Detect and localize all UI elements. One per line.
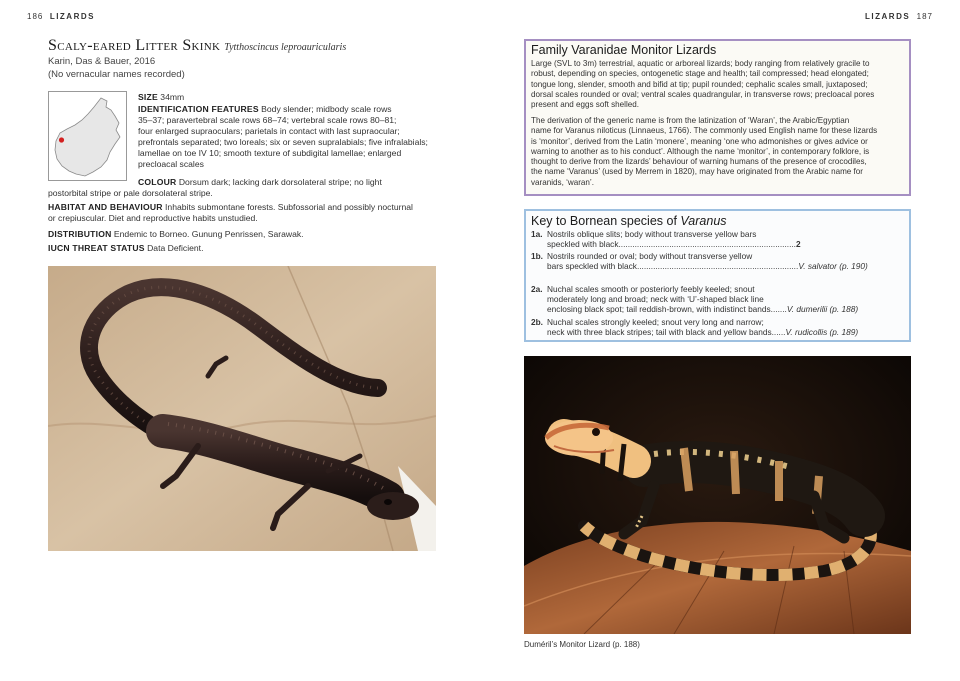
colour-text-continued: postorbital stripe or pale dorsolateral stripe. xyxy=(48,188,213,198)
key-number: 2a. xyxy=(531,284,543,294)
running-header-left xyxy=(27,12,95,21)
colour-text: Dorsum dark; lacking dark dorsolateral stripe; no light xyxy=(178,177,382,187)
key-line-with-result: enclosing black spot; tail reddish-brown, with indistinct bands.......V. dumerilii (p. 188) xyxy=(547,304,859,314)
size-label: SIZE xyxy=(138,92,158,102)
section-title-left: LIZARDS xyxy=(49,12,95,21)
key-line-with-result: neck with three black stripes; tail with black and yellow bands......V. rudicollis (p. 189) xyxy=(547,327,859,337)
key-line: speckled with black xyxy=(547,239,619,249)
distribution-text: Endemic to Borneo. Gunung Penrissen, Sarawak. xyxy=(113,229,304,239)
key-number: 2b. xyxy=(531,317,543,327)
page-number-left: 186 xyxy=(27,12,44,21)
locality-dot xyxy=(59,137,64,142)
distribution-label: DISTRIBUTION xyxy=(48,229,112,239)
monitor-lizard-photo xyxy=(524,356,911,634)
key-number: 1a. xyxy=(531,229,543,239)
key-line: bars speckled with black xyxy=(547,261,637,271)
key-line: Nostrils rounded or oval; body without transverse yellow xyxy=(547,251,753,261)
etymology-line: thought to derive from the lizards’ behaviour of warning humans of the presence of crocodiles, xyxy=(531,157,867,167)
etymology-line: the name ‘Varanus’ (used by Merrem in 1820), may have originated from the Arabic name for xyxy=(531,167,864,177)
family-line: dorsal scales rounded or oval; ventral scales quadrangular, in transverse rows; precloacal pores xyxy=(531,89,875,99)
monitor-lizard-illustration xyxy=(524,356,911,634)
etymology-line: warning to another as to his conduct’. Although the name ‘monitor’, in contemporary folklore, is xyxy=(531,146,870,156)
family-name: Family Varanidae xyxy=(531,43,628,57)
photo-caption: Duméril’s Monitor Lizard (p. 188) xyxy=(524,640,640,649)
family-common-name: Monitor Lizards xyxy=(630,43,717,57)
key-line: neck with three black stripes; tail with black and yellow bands xyxy=(547,327,772,337)
key-entry-2b xyxy=(531,317,858,337)
key-result: 2 xyxy=(795,239,801,249)
species-authority: Karin, Das & Bauer, 2016 xyxy=(48,56,156,67)
etymology-line: is ‘monitor’, derived from the Latin ‘monere’, meaning ‘one who admonishes or gives advice or xyxy=(531,136,868,146)
family-line: robust, depending on species, ontogenetic stage and health; tail compressed; head elongated; xyxy=(531,69,869,79)
key-entry-2a xyxy=(531,284,858,314)
key-line-with-result: speckled with black.............................................................................2 xyxy=(547,239,801,249)
size-line xyxy=(138,92,184,103)
family-description xyxy=(531,59,874,110)
section-title-right: LIZARDS xyxy=(865,12,911,21)
skink-photo xyxy=(48,266,436,551)
species-key-box xyxy=(524,209,911,342)
vernacular-note: (No vernacular names recorded) xyxy=(48,69,185,80)
id-line: prefrontals separated; two loreals; six or seven supralabials; five infralabials; xyxy=(138,137,428,147)
identification-features xyxy=(138,104,438,170)
skink-illustration xyxy=(48,266,436,551)
etymology-line: The derivation of the generic name is from the latinization of ‘Waran’, the Arabic/Egyptian xyxy=(531,116,850,125)
habitat-text: Inhabits submontane forests. Subfossorial and possibly nocturnal xyxy=(165,202,413,212)
habitat-block xyxy=(48,202,413,224)
family-line: present and eggs soft shelled. xyxy=(531,100,639,110)
iucn-text: Data Deficient. xyxy=(147,243,204,253)
key-entry-1b xyxy=(531,251,868,271)
family-line: tongue long, slender, smooth and bifid at tip; pupil rounded; cephalic scales small, juxtaposed; xyxy=(531,79,868,89)
size-value: 34mm xyxy=(160,92,185,102)
id-label: IDENTIFICATION FEATURES xyxy=(138,104,259,114)
species-common-name: Scaly-eared Litter Skink xyxy=(48,37,221,54)
habitat-text-continued: or crepiuscular. Diet and reproductive habits unstudied. xyxy=(48,213,258,223)
family-etymology xyxy=(531,116,877,188)
id-line: precloacal scales xyxy=(138,159,204,169)
key-line: Nostrils oblique slits; body without transverse yellow bars xyxy=(547,229,757,239)
etymology-line: name for Varanus niloticus (Linnaeus, 1766). The commonly used English name for these lizards xyxy=(531,126,878,136)
key-line-with-result: bars speckled with black......................................................................V. salvator (p. 190) xyxy=(547,261,868,271)
id-line: 35–37; paravertebral scale rows 68–74; vertebral scale rows 80–81; xyxy=(138,115,397,125)
key-line: Nuchal scales smooth or posteriorly feebly keeled; snout xyxy=(547,284,755,294)
colour-line xyxy=(138,177,382,188)
species-title xyxy=(48,37,346,55)
etymology-line: varanids, ‘waran’. xyxy=(531,177,594,187)
id-line: lamellae on toe IV 10; smooth texture of subdigital lamellae; enlarged xyxy=(138,148,402,158)
key-heading xyxy=(531,214,727,228)
family-heading xyxy=(531,43,716,57)
colour-label: COLOUR xyxy=(138,177,177,187)
key-title: Key to Bornean species of xyxy=(531,214,677,228)
key-result: V. dumerilii (p. 188) xyxy=(786,304,859,314)
distribution-line xyxy=(48,229,304,240)
page-number-right: 187 xyxy=(916,12,933,21)
key-result: V. salvator (p. 190) xyxy=(798,261,868,271)
distribution-map xyxy=(48,91,127,181)
species-scientific-name: Tytthoscincus leproauricularis xyxy=(224,42,347,53)
iucn-label: IUCN THREAT STATUS xyxy=(48,243,145,253)
iucn-line xyxy=(48,243,203,254)
id-line: Body slender; midbody scale rows xyxy=(261,104,392,114)
family-line: Large (SVL to 3m) terrestrial, aquatic or arboreal lizards; body ranging from relatively gracile to xyxy=(531,59,870,68)
borneo-map-outline xyxy=(49,92,126,180)
key-line: moderately long and broad; neck with ‘U’-shaped black line xyxy=(547,294,764,304)
key-title-genus: Varanus xyxy=(680,214,727,228)
key-entry-1a xyxy=(531,229,801,249)
key-line: enclosing black spot; tail reddish-brown, with indistinct bands xyxy=(547,304,771,314)
key-line: Nuchal scales strongly keeled; snout very long and narrow; xyxy=(547,317,764,327)
family-info-box xyxy=(524,39,911,196)
id-line: four enlarged supraoculars; parietals in contact with last supraocular; xyxy=(138,126,400,136)
key-result: V. rudicollis (p. 189) xyxy=(785,327,859,337)
key-number: 1b. xyxy=(531,251,543,261)
habitat-label: HABITAT AND BEHAVIOUR xyxy=(48,202,163,212)
running-header-right xyxy=(865,12,933,21)
